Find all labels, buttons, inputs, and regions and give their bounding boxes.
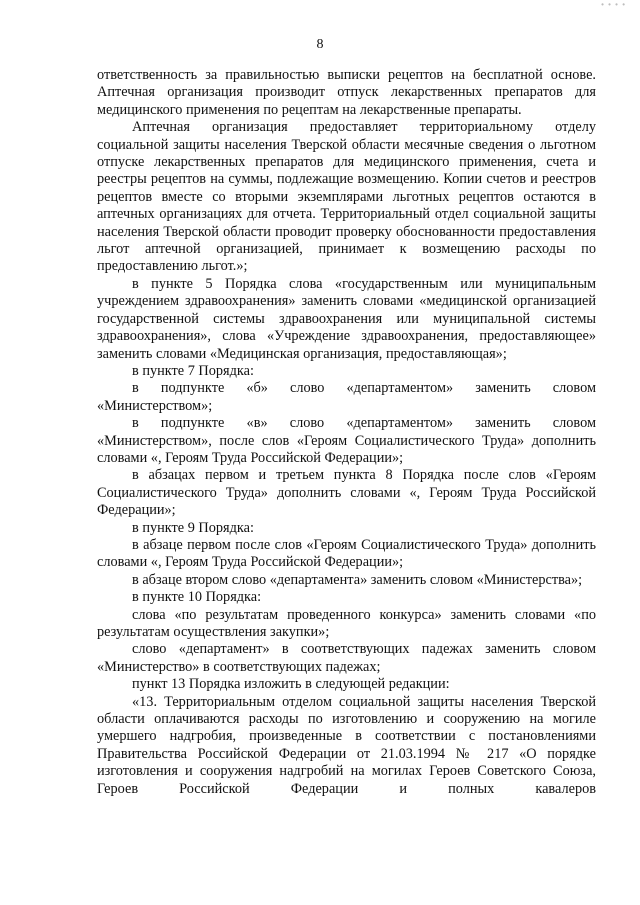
paragraph-point-10-words: слова «по результатам проведенного конкурса» заменить словами «по результатам осуществления закупки»; — [97, 606, 596, 640]
paragraph-point-9-first: в абзаце первом после слов «Героям Социалистического Труда» дополнить словами «, Героям Труда Российской Федерации»; — [97, 536, 596, 571]
paragraph-point-9-intro: в пункте 9 Порядка: — [132, 519, 254, 536]
corner-mark: • • • • — [601, 0, 626, 9]
paragraph-point-9-second: в абзаце втором слово «департамента» заменить словом «Министерства»; — [132, 571, 583, 588]
paragraph-point-10-word: слово «департамент» в соответствующих падежах заменить словом «Министерство» в соответствующих падежах; — [97, 641, 596, 675]
paragraph-point-7-intro: в пункте 7 Порядка: — [132, 362, 254, 379]
paragraph-point-5: в пункте 5 Порядка слова «государственным или муниципальным учреждением здравоохранения» заменить словами «медицинской организацией государственной системы здравоохранения или муниципальной системы здравоохранения», слова «Учреждение здравоохранения, предоставляющее» заменить словами «Медицинская организация, предоставляющая»; — [97, 275, 596, 362]
paragraph-point-13-text: «13. Территориальным отделом социальной защиты населения Тверской области оплачиваются расходы по изготовлению и сооружению на могиле умершего надгробия, произведенные в соответствии с постановлениями Правительства Российской Федерации от 21.03.1994 № 217 «О порядке изготовления и сооружения надгробий на могилах Героев Советского Союза, Героев Российской Федерации и полных кавалеров — [97, 693, 596, 797]
document-body — [97, 67, 596, 798]
page-number: 8 — [316, 37, 324, 52]
paragraph-point-7-v: в подпункте «в» слово «департаментом» заменить словом «Министерством», после слов «Героям Социалистического Труда» дополнить словами «, Героям Труда Российской Федерации»; — [97, 415, 596, 466]
paragraph-pharmacy-reporting: Аптечная организация предоставляет территориальному отделу социальной защиты населения Тверской области месячные сведения о льготном отпуске лекарственных препаратов для медицинского применения, счета и реестры рецептов на суммы, подлежащие возмещению. Копии счетов и реестров рецептов вместе со вторыми экземплярами льготных рецептов остаются в аптечных организациях для отчета. Территориальный отдел социальной защиты населения Тверской области проводит проверку обоснованности предоставления льгот аптечной организацией, принимает к возмещению расходы по предоставлению льгот.»; — [97, 119, 596, 275]
paragraph-continuation: ответственность за правильностью выписки рецептов на бесплатной основе. Аптечная организация производит отпуск лекарственных препаратов для медицинского применения по рецептам на лекарственные препараты. — [97, 67, 596, 118]
paragraph-point-10-intro: в пункте 10 Порядка: — [132, 589, 262, 606]
paragraph-point-13-intro: пункт 13 Порядка изложить в следующей редакции: — [132, 676, 450, 693]
paragraph-point-8: в абзацах первом и третьем пункта 8 Порядка после слов «Героям Социалистического Труда» дополнить словами «, Героям Труда Российской Федерации»; — [97, 467, 596, 519]
paragraph-point-7-b: в подпункте «б» слово «департаментом» заменить словом «Министерством»; — [97, 380, 596, 414]
